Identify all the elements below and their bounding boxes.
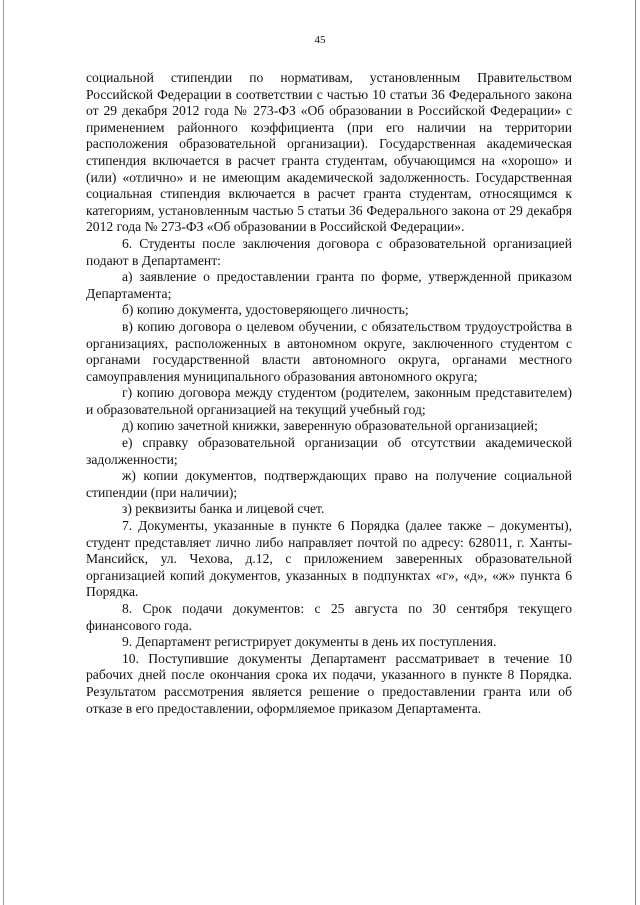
paragraph-item-7: 7. Документы, указанные в пункте 6 Порядка (далее также – документы), студент представляет лично либо направляет почтой по адресу: 628011, г. Ханты-Мансийск, ул. Чехова, д.12, с приложением заверенных образовательной организацией копий документов, указанных в подпунктах «г», «д», «ж» пункта 6 Порядка. [86,518,572,600]
subitem-z: з) реквизиты банка и лицевой счет. [122,501,325,517]
paragraph-item-9: 9. Департамент регистрирует документы в день их поступления. [122,634,497,650]
paragraph-item-8: 8. Срок подачи документов: с 25 августа по 30 сентября текущего финансового года. [86,601,572,633]
document-body [86,70,572,717]
subitem-a: а) заявление о предоставлении гранта по форме, утвержденной приказом Департамента; [86,269,572,301]
paragraph-item-10: 10. Поступившие документы Департамент рассматривает в течение 10 рабочих дней после окончания срока их подачи, указанного в пункте 8 Порядка. Результатом рассмотрения является решение о предоставлении гранта или об отказе в его предоставлении, оформляемое приказом Департамента. [86,650,572,716]
paragraph-item-6: 6. Студенты после заключения договора с образовательной организацией подают в Департамент: [86,235,572,268]
paragraph-continuation: социальной стипендии по нормативам, установленным Правительством Российской Федерации в соответствии с частью 10 статьи 36 Федерального закона от 29 декабря 2012 года № 273-ФЗ «Об образовании в Российской Федерации» с применением районного коэффициента (при его наличии на территории расположения образовательной организации). Государственная академическая стипендия включается в расчет гранта студентам, обучающимся на «хорошо» и (или) «отлично» и не имеющим академической задолженность. Государственная социальная стипендия включается в расчет гранта студентам, относящимся к категориям, установленным частью 5 статьи 36 Федерального закона от 29 декабря 2012 года № 273-ФЗ «Об образовании в Российской Федерации». [86,70,572,235]
page-edge-right [635,0,636,905]
subitem-zh: ж) копии документов, подтверждающих право на получение социальной стипендии (при наличии); [86,468,572,500]
subitem-d: д) копию зачетной книжки, заверенную образовательной организацией; [122,418,538,434]
subitem-b: б) копию документа, удостоверяющего личность; [122,302,409,318]
page-number: 45 [314,34,326,46]
subitem-e: е) справку образовательной организации об отсутствии академической задолженности; [86,435,572,467]
subitem-v: в) копию договора о целевом обучении, с обязательством трудоустройства в организациях, расположенных в автономном округе, заключенного студентом с органами государственной власти автономного округа, органами местного самоуправления муниципального образования автономного округа; [86,318,572,384]
page-edge-left [3,0,4,905]
subitem-g: г) копию договора между студентом (родителем, законным представителем) и образовательной организацией на текущий учебный год; [86,385,572,417]
